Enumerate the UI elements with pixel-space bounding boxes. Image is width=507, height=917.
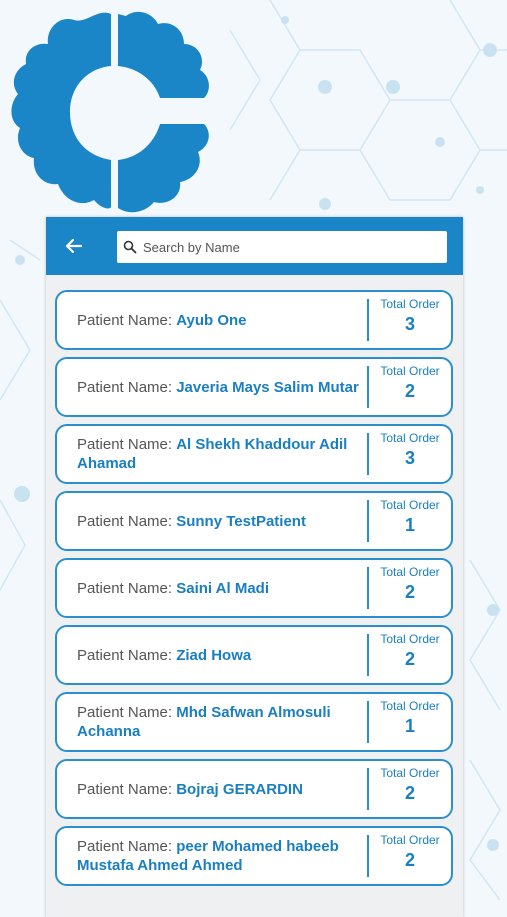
total-order-label: Total Order: [380, 297, 440, 311]
patient-name-value: Ziad Howa: [176, 646, 252, 664]
patient-card[interactable]: [55, 290, 453, 350]
total-order-block: [369, 431, 451, 469]
total-order-block: [369, 364, 451, 402]
patient-list: [55, 290, 453, 893]
patient-card[interactable]: [55, 558, 453, 618]
patient-card[interactable]: [55, 357, 453, 417]
total-order-block: [369, 498, 451, 536]
patient-name-block: [77, 761, 359, 817]
patient-name-value: Sunny TestPatient: [176, 512, 306, 530]
total-order-value: 1: [404, 515, 415, 535]
patient-card[interactable]: [55, 424, 453, 484]
total-order-value: 2: [404, 850, 415, 870]
patient-name-block: [77, 694, 359, 750]
total-order-value: 3: [404, 314, 415, 334]
arrow-left-icon: [64, 236, 84, 256]
total-order-label: Total Order: [380, 498, 440, 512]
back-button[interactable]: [60, 232, 88, 260]
total-order-label: Total Order: [380, 431, 440, 445]
top-bar: [46, 217, 463, 275]
patient-name-block: [77, 627, 359, 683]
patient-name-label: Patient Name:: [77, 838, 177, 855]
patient-name-block: [77, 426, 359, 482]
patient-name-value: Al Shekh Khaddour Adil Ahamad: [77, 436, 348, 472]
patient-name-block: [77, 292, 359, 348]
total-order-value: 3: [404, 448, 415, 468]
total-order-label: Total Order: [380, 833, 440, 847]
total-order-block: [369, 699, 451, 737]
search-icon: [123, 240, 137, 254]
total-order-block: [369, 833, 451, 871]
total-order-label: Total Order: [380, 766, 440, 780]
total-order-label: Total Order: [380, 364, 440, 378]
patient-name-block: [77, 493, 359, 549]
app-logo-icon: [8, 10, 218, 215]
total-order-value: 2: [404, 381, 415, 401]
total-order-block: [369, 632, 451, 670]
search-box[interactable]: [117, 231, 447, 263]
patient-name-value: peer Mohamed habeeb Mustafa Ahmed Ahmed: [77, 838, 339, 874]
patient-name-value: Bojraj GERARDIN: [176, 780, 303, 798]
patient-name-block: [77, 359, 359, 415]
total-order-block: [369, 297, 451, 335]
patient-name-label: Patient Name:: [77, 436, 177, 453]
patient-name-label: Patient Name:: [77, 780, 177, 798]
total-order-block: [369, 565, 451, 603]
total-order-label: Total Order: [380, 632, 440, 646]
total-order-value: 2: [404, 783, 415, 803]
patient-name-label: Patient Name:: [77, 311, 177, 329]
patient-card[interactable]: [55, 491, 453, 551]
patient-name-value: Saini Al Madi: [176, 579, 270, 597]
patient-card[interactable]: [55, 826, 453, 886]
patient-name-block: [77, 560, 359, 616]
total-order-block: [369, 766, 451, 804]
patient-name-value: Ayub One: [176, 311, 247, 329]
patient-card[interactable]: [55, 625, 453, 685]
total-order-value: 2: [404, 582, 415, 602]
patient-name-label: Patient Name:: [77, 646, 177, 664]
total-order-label: Total Order: [380, 699, 440, 713]
search-input[interactable]: [141, 239, 435, 256]
patient-name-label: Patient Name:: [77, 378, 177, 396]
patient-card[interactable]: [55, 692, 453, 752]
patient-list-panel: [46, 217, 463, 917]
patient-name-label: Patient Name:: [77, 579, 177, 597]
patient-name-value: Javeria Mays Salim Mutar: [176, 378, 359, 396]
total-order-value: 2: [404, 649, 415, 669]
patient-name-value: Mhd Safwan Almosuli Achanna: [77, 704, 331, 740]
patient-name-block: [77, 828, 359, 884]
total-order-value: 1: [404, 716, 415, 736]
total-order-label: Total Order: [380, 565, 440, 579]
patient-name-label: Patient Name:: [77, 512, 177, 530]
patient-name-label: Patient Name:: [77, 704, 177, 721]
patient-card[interactable]: [55, 759, 453, 819]
